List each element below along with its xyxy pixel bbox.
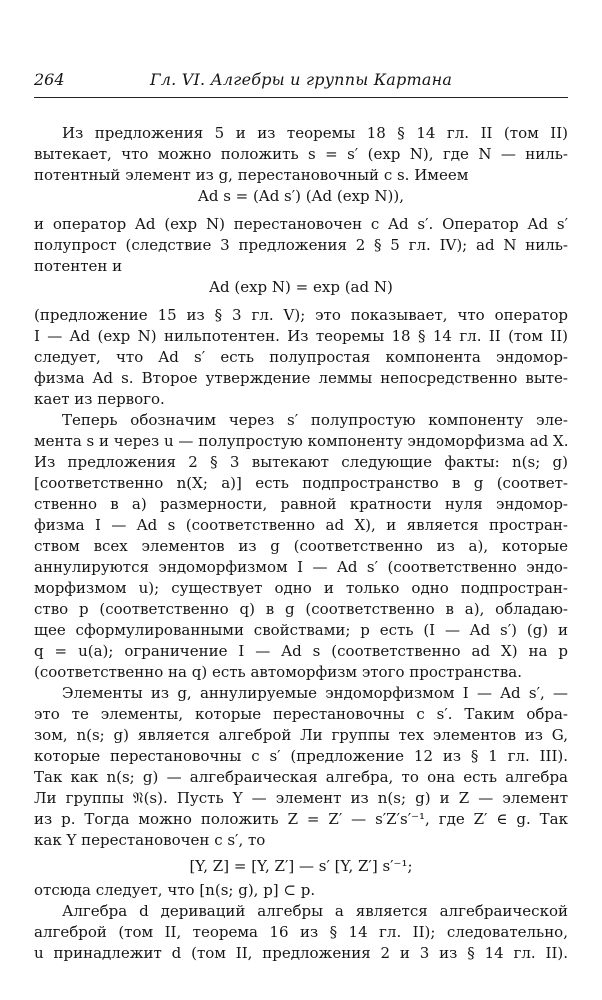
- formula: [Y, Z] = [Y, Z′] — s′ [Y, Z′] s′⁻¹;: [189, 857, 413, 875]
- text-line: щее сформулированными свойствами; p есть (I — Ad s′) (g) и: [34, 621, 568, 639]
- text-line: Ли группы 𝔑(s). Пусть Y — элемент из n(s; g) и Z — элемент: [34, 789, 568, 807]
- text-line: кает из первого.: [34, 390, 165, 408]
- text-line: отсюда следует, что [n(s; g), p] ⊂ p.: [34, 881, 316, 899]
- text-line: Из предложения 2 § 3 вытекают следующие факты: n(s; g): [34, 453, 568, 471]
- text-line: морфизмом u); существует одно и только одно подпростран-: [34, 579, 568, 597]
- text-line: Из предложения 5 и из теоремы 18 § 14 гл. II (том II): [62, 124, 568, 142]
- text-line: Так как n(s; g) — алгебраическая алгебра, то она есть алгебра: [34, 768, 568, 786]
- header-rule: [34, 97, 568, 98]
- text-line: u принадлежит d (том II, предложения 2 и 3 из § 14 гл. II).: [34, 944, 568, 962]
- text-line: следует, что Ad s′ есть полупростая компонента эндомор-: [34, 348, 568, 366]
- text-line: физма I — Ad s (соответственно ad X), и является простран-: [34, 516, 568, 534]
- text-line: вытекает, что можно положить s = s′ (exp N), где N — ниль-: [34, 145, 568, 163]
- text-line: ство p (соответственно q) в g (соответственно в a), обладаю-: [34, 600, 568, 618]
- text-line: зом, n(s; g) является алгеброй Ли группы тех элементов из G,: [34, 726, 568, 744]
- text-line: потентен и: [34, 257, 123, 275]
- text-line: алгеброй (том II, теорема 16 из § 14 гл. II); следовательно,: [34, 923, 568, 941]
- text-line: как Y перестановочен с s′, то: [34, 831, 266, 849]
- text-line: мента s и через u — полупростую компоненту эндоморфизма ad X.: [34, 432, 569, 450]
- text-line: физма Ad s. Второе утверждение леммы непосредственно выте-: [34, 369, 568, 387]
- text-line: потентный элемент из g, перестановочный с s. Имеем: [34, 166, 469, 184]
- running-title: Гл. VI. Алгебры и группы Картана: [150, 70, 453, 89]
- text-line: полупрост (следствие 3 предложения 2 § 5 гл. IV); ad N ниль-: [34, 236, 568, 254]
- text-line: это те элементы, которые перестановочны с s′. Таким обра-: [34, 705, 568, 723]
- text-line: I — Ad (exp N) нильпотентен. Из теоремы 18 § 14 гл. II (том II): [34, 327, 568, 345]
- text-line: q = u(a); ограничение I — Ad s (соответственно ad X) на p: [34, 642, 568, 660]
- text-line: (соответственно на q) есть автоморфизм этого пространства.: [34, 663, 522, 681]
- text-line: из p. Тогда можно положить Z = Z′ — s′Z′s′⁻¹, где Z′ ∈ g. Так: [34, 810, 568, 828]
- page-number: 264: [34, 70, 65, 89]
- text-line: [соответственно n(X; a)] есть подпространство в g (соответ-: [34, 474, 568, 492]
- text-line: ством всех элементов из g (соответственно из a), которые: [34, 537, 568, 555]
- text-line: которые перестановочны с s′ (предложение 12 из § 1 гл. III).: [34, 747, 568, 765]
- running-header: [34, 70, 568, 94]
- text-line: Теперь обозначим через s′ полупростую компоненту эле-: [62, 411, 568, 429]
- text-line: (предложение 15 из § 3 гл. V); это показывает, что оператор: [34, 306, 568, 324]
- formula: Ad s = (Ad s′) (Ad (exp N)),: [198, 187, 404, 205]
- text-line: аннулируются эндоморфизмом I — Ad s′ (соответственно эндо-: [34, 558, 568, 576]
- text-line: и оператор Ad (exp N) перестановочен с Ad s′. Оператор Ad s′: [34, 215, 568, 233]
- text-line: ственно в a) размерности, равной кратности нуля эндомор-: [34, 495, 568, 513]
- text-line: Алгебра d дериваций алгебры a является алгебраической: [62, 902, 568, 920]
- formula: Ad (exp N) = exp (ad N): [209, 278, 393, 296]
- text-line: Элементы из g, аннулируемые эндоморфизмом I — Ad s′, —: [62, 684, 568, 702]
